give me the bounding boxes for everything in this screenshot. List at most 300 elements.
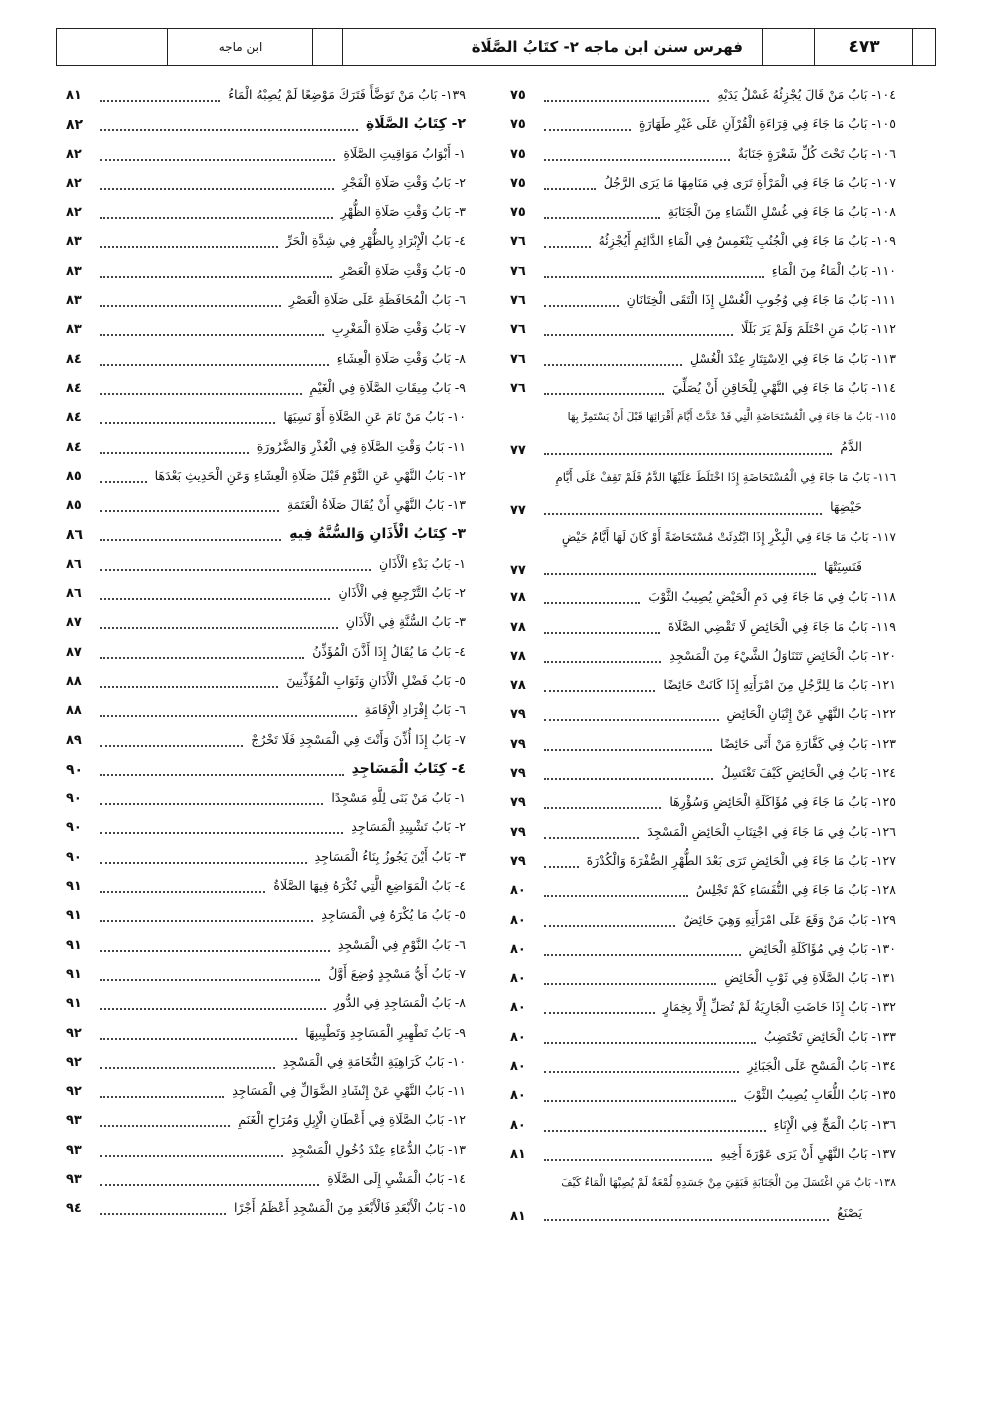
toc-entry <box>66 844 466 873</box>
toc-entry <box>510 287 896 316</box>
toc-entry-title: ١١٢- بَابُ مَنِ احْتَلَمَ وَلَمْ يَرَ بَلَلًا <box>741 321 896 337</box>
toc-page-number: ٧٦ <box>510 293 526 309</box>
dot-leader <box>544 100 709 102</box>
dot-leader <box>100 745 243 747</box>
toc-entry-title: ١٣٢- بَابُ إِذَا حَاضَتِ الْجَارِيَةُ لَمْ تُصَلِّ إِلَّا بِخِمَارٍ <box>663 999 896 1015</box>
toc-entry <box>66 346 466 375</box>
dot-leader <box>544 837 639 839</box>
toc-entry <box>510 404 896 464</box>
toc-page-number: ٧٥ <box>510 205 526 221</box>
toc-entry-continuation: حَيْضِهَا <box>830 499 862 515</box>
dot-leader <box>100 686 278 688</box>
toc-page-number: ٩٣ <box>66 1142 82 1158</box>
toc-entry-title: ١١- بَابُ النَّهْيِ عَنْ إِنْشَادِ الضَّوَالِّ فِي الْمَسَاجِدِ <box>232 1083 466 1099</box>
dot-leader <box>544 513 822 515</box>
toc-right-column <box>510 82 896 1230</box>
toc-page-number: ٨٧ <box>66 644 82 660</box>
toc-entry <box>66 199 466 228</box>
toc-entry <box>510 584 896 613</box>
toc-entry-title: ١٢٣- بَابُ فِي كَفَّارَةِ مَنْ أَتَى حَائِضًا <box>720 735 896 751</box>
toc-page-number: ٧٧ <box>510 503 526 519</box>
toc-page-number: ٩٣ <box>66 1171 82 1187</box>
toc-entry <box>510 1170 896 1230</box>
toc-page-number: ٨٢ <box>66 117 84 134</box>
dot-leader <box>544 393 664 395</box>
toc-entry <box>510 789 896 818</box>
toc-page-number: ٧٨ <box>510 590 526 606</box>
toc-entry-title: ١٠٦- بَابُ تَحْتَ كُلِّ شَعْرَةٍ جَنَابَةٌ <box>737 145 896 161</box>
header-title: فهرس سنن ابن ماجه ٢- كتَابُ الصَّلَاة <box>471 38 743 56</box>
toc-page-number: ٩٠ <box>66 849 82 865</box>
toc-entry-title: ١١٨- بَابُ فِي مَا جَاءَ فِي دَمِ الْحَيْضِ يُصِيبُ الثَّوْبَ <box>648 589 896 605</box>
dot-leader <box>544 807 661 809</box>
toc-entry <box>510 170 896 199</box>
toc-page-number: ٨٠ <box>510 1000 526 1016</box>
toc-entry-title: ١١٦- بَابُ مَا جَاءَ فِي الْمُسْتَحَاضَةِ إِذَا اخْتَلَطَ عَلَيْهَا الدَّمُ فَلَمْ تَقِفْ عَلَى أَيَّامِ <box>555 470 896 485</box>
toc-page-number: ٩٠ <box>66 761 84 778</box>
toc-entry <box>66 961 466 990</box>
dot-leader <box>544 895 688 897</box>
page-header <box>56 28 936 66</box>
toc-entry-title: ٨- بَابُ وَقْتِ صَلَاةِ الْعِشَاءِ <box>336 350 466 366</box>
toc-entry <box>510 1112 896 1141</box>
toc-entry <box>510 199 896 228</box>
toc-entry-title: ١١٠- بَابُ الْمَاءُ مِنَ الْمَاءِ <box>771 262 896 278</box>
toc-entry-title: ٩- بَابُ تَطْهِيرِ الْمَسَاجِدِ وَتَطْيِيبِهَا <box>305 1024 466 1040</box>
dot-leader <box>544 305 619 307</box>
dot-leader <box>100 129 358 131</box>
dot-leader <box>100 862 307 864</box>
toc-entry <box>510 1053 896 1082</box>
toc-page-number: ٩٣ <box>66 1113 82 1129</box>
dot-leader <box>544 719 719 721</box>
dot-leader <box>544 1100 736 1102</box>
toc-entry <box>510 701 896 730</box>
toc-entry-title: ١- أَبْوَابُ مَوَاقِيتِ الصَّلَاةِ <box>343 145 466 161</box>
toc-entry <box>510 907 896 936</box>
toc-entry-title: ٦- بَابُ إِفْرَادِ الْإِقَامَةِ <box>364 702 466 718</box>
dot-leader <box>544 1219 829 1221</box>
toc-entry-title: ١٠- بَابُ كَرَاهِيَةِ النُّخَامَةِ فِي الْمَسْجِدِ <box>282 1053 466 1069</box>
dot-leader <box>544 1012 655 1014</box>
toc-page-number: ٧٦ <box>510 263 526 279</box>
toc-entry-title: ١١١- بَابُ مَا جَاءَ فِي وُجُوبِ الْغُسْلِ إِذَا الْتَقَى الْخِتَانَانِ <box>626 292 896 308</box>
toc-entry-title: ٤- كِتَابُ الْمَسَاجِدِ <box>351 760 466 777</box>
toc-entry <box>66 668 466 697</box>
toc-entry-title: ١- بَابُ مَنْ بَنَى لِلَّهِ مَسْجِدًا <box>331 790 466 806</box>
toc-page-number: ٧٦ <box>510 234 526 250</box>
toc-entry <box>510 994 896 1023</box>
dot-leader <box>544 573 816 575</box>
toc-entry-title: ١٣٠- بَابُ فِي مُؤَاكَلَةِ الْحَائِضِ <box>748 940 896 956</box>
dot-leader <box>100 891 265 893</box>
toc-entry-title: ١٣١- بَابُ الصَّلَاةِ فِي ثَوْبِ الْحَائِضِ <box>724 970 896 986</box>
toc-entry-title: ٧- بَابُ إِذَا أُذِّنَ وَأَنْتَ فِي الْمَسْجِدِ فَلَا تَخْرُجْ <box>251 731 466 747</box>
toc-entry <box>66 785 466 814</box>
dot-leader <box>100 774 344 776</box>
toc-entry <box>66 1020 466 1049</box>
dot-leader <box>100 715 357 717</box>
toc-page-number: ٨٣ <box>66 293 82 309</box>
dot-leader <box>100 452 249 454</box>
toc-page-number: ٧٦ <box>510 380 526 396</box>
toc-page-number: ٨٥ <box>66 498 82 514</box>
toc-entry <box>66 697 466 726</box>
page-number: ٤٧٣ <box>848 37 880 57</box>
toc-entry <box>510 848 896 877</box>
toc-page-number: ٨٠ <box>510 1059 526 1075</box>
toc-page-number: ٨٨ <box>66 703 82 719</box>
toc-page-number: ٧٦ <box>510 322 526 338</box>
toc-entry-title: ١٢٦- بَابُ فِي مَا جَاءَ فِي اجْتِنَابِ الْحَائِضِ الْمَسْجِدَ <box>647 823 896 839</box>
toc-entry <box>66 141 466 170</box>
toc-page-number: ٧٧ <box>510 443 526 459</box>
toc-page-number: ٨٦ <box>66 586 82 602</box>
toc-entry-title: ١٣٤- بَابُ الْمَسْحِ عَلَى الْجَبَائِرِ <box>747 1058 896 1074</box>
toc-entry <box>510 760 896 789</box>
dot-leader <box>544 246 591 248</box>
toc-entry-title: ١٠٤- بَابُ مَنْ قَالَ يُجْزِئُهُ غَسْلُ يَدَيْهِ <box>717 87 896 102</box>
toc-entry-title: ١٣٨- بَابُ مَنِ اغْتَسَلَ مِنَ الْجَنَابَةِ فَبَقِيَ مِنْ جَسَدِهِ لُمْعَةٌ لَمْ يُصِبْهَا الْمَاءُ كَيْفَ <box>561 1176 896 1190</box>
dot-leader <box>100 1125 230 1127</box>
toc-entry-title: ٦- بَابُ النَّوْمِ فِي الْمَسْجِدِ <box>337 936 466 952</box>
dot-leader <box>100 1155 283 1157</box>
toc-entry <box>510 141 896 170</box>
dot-leader <box>100 422 275 424</box>
toc-entry-title: ٢- بَابُ تَشْيِيدِ الْمَسَاجِدِ <box>351 819 466 835</box>
toc-left-column <box>66 82 466 1225</box>
toc-page-number: ٧٦ <box>510 351 526 367</box>
toc-entry <box>66 932 466 961</box>
toc-entry-title: ١٠- بَابُ مَنْ نَامَ عَنِ الصَّلَاةِ أَوْ نَسِيَهَا <box>283 409 466 425</box>
toc-entry <box>66 1137 466 1166</box>
toc-page-number: ٩٢ <box>66 1084 82 1100</box>
toc-page-number: ٨٠ <box>510 941 526 957</box>
dot-leader <box>544 925 675 927</box>
dot-leader <box>544 1159 712 1161</box>
dot-leader <box>544 954 741 956</box>
toc-page-number: ٨١ <box>66 88 82 103</box>
toc-entry-title: ٢- كِتَابُ الصَّلَاةِ <box>365 116 466 133</box>
toc-entry <box>66 639 466 668</box>
dot-leader <box>100 1038 297 1040</box>
toc-entry-title: ٩- بَابُ مِيقَاتِ الصَّلَاةِ فِي الْغَيْمِ <box>309 379 466 395</box>
toc-entry <box>66 434 466 463</box>
toc-page-number: ٨٠ <box>510 1029 526 1045</box>
toc-entry <box>66 82 466 111</box>
toc-entry-title: ٢- بَابُ وَقْتِ صَلَاةِ الْفَجْرِ <box>342 174 466 190</box>
header-blank-cell <box>121 29 168 65</box>
dot-leader <box>544 276 764 278</box>
toc-entry <box>510 111 896 140</box>
toc-entry-title: ٢- بَابُ التَّرْجِيعِ فِي الْأَذَانِ <box>338 585 466 601</box>
toc-entry <box>66 1107 466 1136</box>
toc-entry-title: ١٠٩- بَابُ مَا جَاءَ فِي الْجُنُبِ يَنْغَمِسُ فِي الْمَاءِ الدَّائِمِ أَيُجْزِئُهُ <box>598 233 896 249</box>
dot-leader <box>100 627 338 629</box>
toc-entry <box>510 877 896 906</box>
toc-entry-title: ٥- بَابُ فَضْلِ الْأَذَانِ وَثَوَابِ الْمُؤَذِّنِينَ <box>286 672 466 688</box>
toc-page-number: ٨٦ <box>66 556 82 572</box>
toc-entry <box>66 990 466 1019</box>
toc-entry-title: ١١٥- بَابُ مَا جَاءَ فِي الْمُسْتَحَاضَةِ الَّتِي قَدْ عَدَّتْ أَيَّامَ أَقْرَائِهَا قَبْلَ أَنْ يَسْتَمِرَّ بِهَا <box>567 411 896 424</box>
toc-book-heading <box>66 111 466 140</box>
toc-page-number: ٨٢ <box>66 205 82 221</box>
dot-leader <box>100 1213 226 1215</box>
toc-entry <box>66 727 466 756</box>
toc-entry-title: ٣- كِتَابُ الْأَذَانِ وَالسُّنَّةُ فِيهِ <box>289 526 466 543</box>
toc-page-number: ٩٠ <box>66 791 82 807</box>
dot-leader <box>544 1071 739 1073</box>
toc-entry-title: ٤- بَابُ مَا يُقَالُ إِذَا أَذَّنَ الْمُؤَذِّنُ <box>312 643 466 659</box>
dot-leader <box>544 866 579 868</box>
toc-page-number: ٩١ <box>66 966 82 982</box>
header-source: ابن ماجه <box>218 40 263 54</box>
header-blank-cell <box>313 29 343 65</box>
toc-entry <box>66 551 466 580</box>
dot-leader <box>544 217 660 219</box>
toc-entry-title: ٥- بَابُ وَقْتِ صَلَاةِ الْعَصْرِ <box>339 262 466 278</box>
toc-entry <box>510 258 896 287</box>
toc-entry-title: ٣- بَابُ وَقْتِ صَلَاةِ الظُّهْرِ <box>340 204 466 220</box>
toc-entry <box>510 614 896 643</box>
toc-entry <box>510 965 896 994</box>
toc-entry-title: ١٢١- بَابُ مَا لِلرَّجُلِ مِنَ امْرَأَتِهِ إِذَا كَانَتْ حَائِضًا <box>663 677 896 693</box>
toc-page-number: ٨٠ <box>510 971 526 987</box>
toc-page-number: ٨١ <box>510 1146 526 1162</box>
toc-page-number: ٨٣ <box>66 234 82 250</box>
toc-entry <box>66 1166 466 1195</box>
toc-entry-title: ١٣- بَابُ النَّهْيِ أَنْ يُقَالَ صَلَاةُ الْعَتَمَةِ <box>286 497 466 513</box>
header-blank-cell <box>913 29 935 65</box>
dot-leader <box>100 159 335 161</box>
dot-leader <box>100 246 278 248</box>
dot-leader <box>100 832 343 834</box>
toc-page-number: ٧٨ <box>510 678 526 694</box>
toc-page-number: ٧٨ <box>510 619 526 635</box>
dot-leader <box>544 602 640 604</box>
toc-entry <box>510 316 896 345</box>
toc-page-number: ٧٩ <box>510 707 526 723</box>
toc-entry-title: ٤- بَابُ الْمَوَاضِعِ الَّتِي تُكْرَهُ فِيهَا الصَّلَاةُ <box>273 878 466 894</box>
toc-entry-title: ١٠٧- بَابُ مَا جَاءَ فِي الْمَرْأَةِ تَرَى فِي مَنَامِهَا مَا يَرَى الرَّجُلُ <box>603 174 896 190</box>
toc-entry-continuation: الدَّمُ <box>840 439 862 455</box>
dot-leader <box>100 393 302 395</box>
toc-page-number: ٧٥ <box>510 146 526 162</box>
toc-entry <box>66 258 466 287</box>
toc-entry-title: ١٢٩- بَابُ مَنْ وَقَعَ عَلَى امْرَأَتِهِ وَهِيَ حَائِضٌ <box>683 911 896 927</box>
toc-entry-title: ٥- بَابُ مَا يُكْرَهُ فِي الْمَسَاجِدِ <box>321 907 466 923</box>
dot-leader <box>544 983 716 985</box>
toc-page-number: ٧٩ <box>510 824 526 840</box>
toc-entry-title: ١١٣- بَابُ مَا جَاءَ فِي الِاسْتِتَارِ عِنْدَ الْغُسْلِ <box>689 350 896 366</box>
toc-entry <box>66 873 466 902</box>
toc-page-number: ٧٩ <box>510 736 526 752</box>
dot-leader <box>544 661 661 663</box>
dot-leader <box>100 305 281 307</box>
toc-page-number: ٨٠ <box>510 912 526 928</box>
toc-entry <box>510 524 896 584</box>
toc-entry-continuation: يَصْنَعُ <box>837 1205 862 1221</box>
toc-entry-title: ١٢٥- بَابُ مَا جَاءَ فِي مُؤَاكَلَةِ الْحَائِضِ وَسُؤْرِهَا <box>669 794 896 810</box>
toc-entry-title: ١١٧- بَابُ مَا جَاءَ فِي الْبِكْرِ إِذَا ابْتُدِئَتْ مُسْتَحَاضَةً أَوْ كَانَ لَهَا أَيَّامُ حَيْضٍ <box>561 530 896 545</box>
toc-entry <box>510 936 896 965</box>
toc-page-number: ٩٠ <box>66 820 82 836</box>
toc-page-number: ٨٩ <box>66 732 82 748</box>
toc-page-number: ٩١ <box>66 937 82 953</box>
toc-page-number: ٩٤ <box>66 1201 82 1217</box>
dot-leader <box>100 334 324 336</box>
toc-entry <box>510 346 896 375</box>
toc-page-number: ٨٧ <box>66 615 82 631</box>
toc-entry <box>66 316 466 345</box>
dot-leader <box>544 1130 766 1132</box>
toc-entry <box>510 731 896 760</box>
toc-entry <box>510 82 896 111</box>
toc-entry-title: ١٢٤- بَابُ فِي الْحَائِضِ كَيْفَ تَغْتَسِلُ <box>721 765 896 781</box>
dot-leader <box>100 950 330 952</box>
toc-entry-title: ٧- بَابُ أَيُّ مَسْجِدٍ وُضِعَ أَوَّلُ <box>328 965 466 981</box>
dot-leader <box>100 539 281 541</box>
dot-leader <box>100 803 323 805</box>
toc-page-number: ٧٥ <box>510 88 526 103</box>
dot-leader <box>100 481 147 483</box>
toc-page-number: ٨٠ <box>510 883 526 899</box>
toc-entry-title: ١- بَابُ بَدْءِ الْأَذَانِ <box>379 555 466 571</box>
dot-leader <box>100 1008 326 1010</box>
dot-leader <box>100 569 371 571</box>
dot-leader <box>100 188 334 190</box>
toc-page-number: ٩١ <box>66 908 82 924</box>
toc-page-number: ٨٢ <box>66 146 82 162</box>
toc-entry <box>510 464 896 524</box>
toc-page-number: ٧٥ <box>510 117 526 133</box>
toc-entry-title: ٤- بَابُ الْإِبْرَادِ بِالظُّهْرِ فِي شِدَّةِ الْحَرِّ <box>285 233 466 249</box>
toc-entry-title: ١٣٩- بَابُ مَنْ تَوَضَّأَ فَتَرَكَ مَوْضِعًا لَمْ يُصِبْهُ الْمَاءُ <box>228 87 466 102</box>
dot-leader <box>100 100 220 102</box>
toc-entry <box>510 819 896 848</box>
toc-entry <box>510 1082 896 1111</box>
toc-page-number: ٨٤ <box>66 351 82 367</box>
toc-entry-title: ٣- بَابُ أَيْنَ يَجُوزُ بِنَاءُ الْمَسَاجِدِ <box>314 848 466 864</box>
toc-entry <box>510 375 896 404</box>
dot-leader <box>100 217 333 219</box>
dot-leader <box>544 364 682 366</box>
toc-page-number: ٨٢ <box>66 175 82 191</box>
toc-page-number: ٧٨ <box>510 648 526 664</box>
dot-leader <box>544 690 655 692</box>
toc-entry <box>66 1049 466 1078</box>
dot-leader <box>100 1184 319 1186</box>
dot-leader <box>544 778 713 780</box>
toc-entry-title: ١٣٧- بَابُ النَّهْيِ أَنْ يَرَى عَوْرَةَ أَخِيهِ <box>720 1145 896 1161</box>
toc-page-number: ٩١ <box>66 996 82 1012</box>
dot-leader <box>544 188 596 190</box>
toc-entry-title: ١٢٠- بَابُ الْحَائِضِ تَتَنَاوَلُ الشَّيْءَ مِنَ الْمَسْجِدِ <box>669 647 896 663</box>
toc-entry-title: ٧- بَابُ وَقْتِ صَلَاةِ الْمَغْرِبِ <box>331 321 466 337</box>
toc-entry-title: ١٢٧- بَابُ مَا جَاءَ فِي الْحَائِضِ تَرَى بَعْدَ الطُّهْرِ الصُّفْرَةَ وَالْكُدْرَةَ <box>586 852 896 868</box>
toc-entry-title: ١١٤- بَابُ مَا جَاءَ فِي النَّهْيِ لِلْحَاقِنِ أَنْ يُصَلِّيَ <box>672 379 896 395</box>
toc-entry-title: ١٠٨- بَابُ مَا جَاءَ فِي غُسْلِ النِّسَاءِ مِنَ الْجَنَابَةِ <box>667 204 896 220</box>
toc-entry <box>66 170 466 199</box>
toc-entry <box>510 672 896 701</box>
toc-entry-title: ١١٩- بَابُ مَا جَاءَ فِي الْحَائِضِ لَا تَقْضِي الصَّلَاةَ <box>667 618 896 634</box>
toc-page-number: ٩١ <box>66 879 82 895</box>
dot-leader <box>100 1067 275 1069</box>
toc-entry-title: ١٤- بَابُ الْمَشْيِ إِلَى الصَّلَاةِ <box>327 1170 466 1186</box>
toc-book-heading <box>66 756 466 785</box>
toc-entry <box>66 1078 466 1107</box>
toc-entry <box>510 1024 896 1053</box>
dot-leader <box>544 159 730 161</box>
toc-entry-title: ١٢- بَابُ النَّهْيِ عَنِ النَّوْمِ قَبْلَ صَلَاةِ الْعِشَاءِ وَعَنِ الْحَدِيثِ بَعْدَهَا <box>154 467 466 483</box>
toc-entry-title: ١١- بَابُ وَقْتِ الصَّلَاةِ فِي الْعُذْرِ وَالضَّرُورَةِ <box>256 438 466 454</box>
toc-entry <box>510 643 896 672</box>
toc-page-number: ٨٨ <box>66 673 82 689</box>
toc-page-number: ٧٥ <box>510 175 526 191</box>
toc-page-number: ٨٤ <box>66 439 82 455</box>
toc-entry <box>66 609 466 638</box>
toc-entry-title: ٦- بَابُ الْمُحَافَظَةِ عَلَى صَلَاةِ الْعَصْرِ <box>288 292 466 308</box>
dot-leader <box>100 276 332 278</box>
toc-entry-title: ١٢٨- بَابُ مَا جَاءَ فِي النُّفَسَاءِ كَمْ تَجْلِسُ <box>696 882 896 898</box>
dot-leader <box>100 1096 224 1098</box>
dot-leader <box>100 920 313 922</box>
toc-entry-title: ١٣٦- بَابُ الْمَجِّ فِي الْإِنَاءِ <box>773 1116 896 1132</box>
toc-entry <box>66 287 466 316</box>
toc-entry <box>66 814 466 843</box>
toc-entry <box>66 1195 466 1224</box>
toc-page-number: ٩٢ <box>66 1054 82 1070</box>
dot-leader <box>100 510 279 512</box>
header-blank-cell <box>763 29 815 65</box>
toc-entry-continuation: فَنَسِيَتْهَا <box>823 559 862 575</box>
dot-leader <box>544 1042 756 1044</box>
toc-page-number: ٨٤ <box>66 410 82 426</box>
toc-page-number: ٧٧ <box>510 563 526 579</box>
toc-page-number: ٨٤ <box>66 380 82 396</box>
toc-entry-title: ٣- بَابُ السُّنَّةِ فِي الْأَذَانِ <box>345 614 466 630</box>
toc-entry-title: ١٣- بَابُ الدُّعَاءِ عِنْدَ دُخُولِ الْمَسْجِدِ <box>291 1141 466 1157</box>
toc-entry <box>66 404 466 433</box>
toc-page-number: ٨١ <box>510 1209 526 1225</box>
dot-leader <box>544 749 712 751</box>
toc-page-number: ٧٩ <box>510 795 526 811</box>
toc-entry-title: ١٥- بَابُ الْأَبْعَدِ فَالْأَبْعَدِ مِنَ الْمَسْجِدِ أَعْظَمُ أَجْرًا <box>233 1200 466 1216</box>
toc-entry <box>66 375 466 404</box>
toc-page-number: ٨٣ <box>66 263 82 279</box>
dot-leader <box>544 129 631 131</box>
dot-leader <box>544 453 832 455</box>
toc-page-number: ٩٢ <box>66 1025 82 1041</box>
toc-entry-title: ١٣٥- بَابُ اللُّعَابِ يُصِيبُ الثَّوْبَ <box>743 1087 896 1103</box>
toc-page-number: ٨٦ <box>66 527 84 544</box>
dot-leader <box>100 979 320 981</box>
toc-page-number: ٨٣ <box>66 322 82 338</box>
dot-leader <box>544 632 660 634</box>
toc-entry-title: ٨- بَابُ الْمَسَاجِدِ فِي الدُّورِ <box>333 995 466 1011</box>
toc-entry <box>510 228 896 257</box>
toc-entry <box>66 463 466 492</box>
toc-entry-title: ١٠٥- بَابُ مَا جَاءَ فِي قِرَاءَةِ الْقُرْآنِ عَلَى غَيْرِ طَهَارَةٍ <box>638 116 896 132</box>
toc-entry-title: ١٢٢- بَابُ النَّهْيِ عَنْ إِتْيَانِ الْحَائِضِ <box>726 706 896 722</box>
toc-entry <box>66 492 466 521</box>
toc-entry-title: ١٢- بَابُ الصَّلَاةِ فِي أَعْطَانِ الْإِبِلِ وَمُرَاحِ الْغَنَمِ <box>238 1112 466 1128</box>
dot-leader <box>100 364 329 366</box>
toc-entry <box>510 1141 896 1170</box>
toc-entry-title: ١٣٣- بَابُ الْحَائِضِ تَخْتَضِبُ <box>763 1028 896 1044</box>
dot-leader <box>100 657 304 659</box>
toc-entry <box>66 580 466 609</box>
